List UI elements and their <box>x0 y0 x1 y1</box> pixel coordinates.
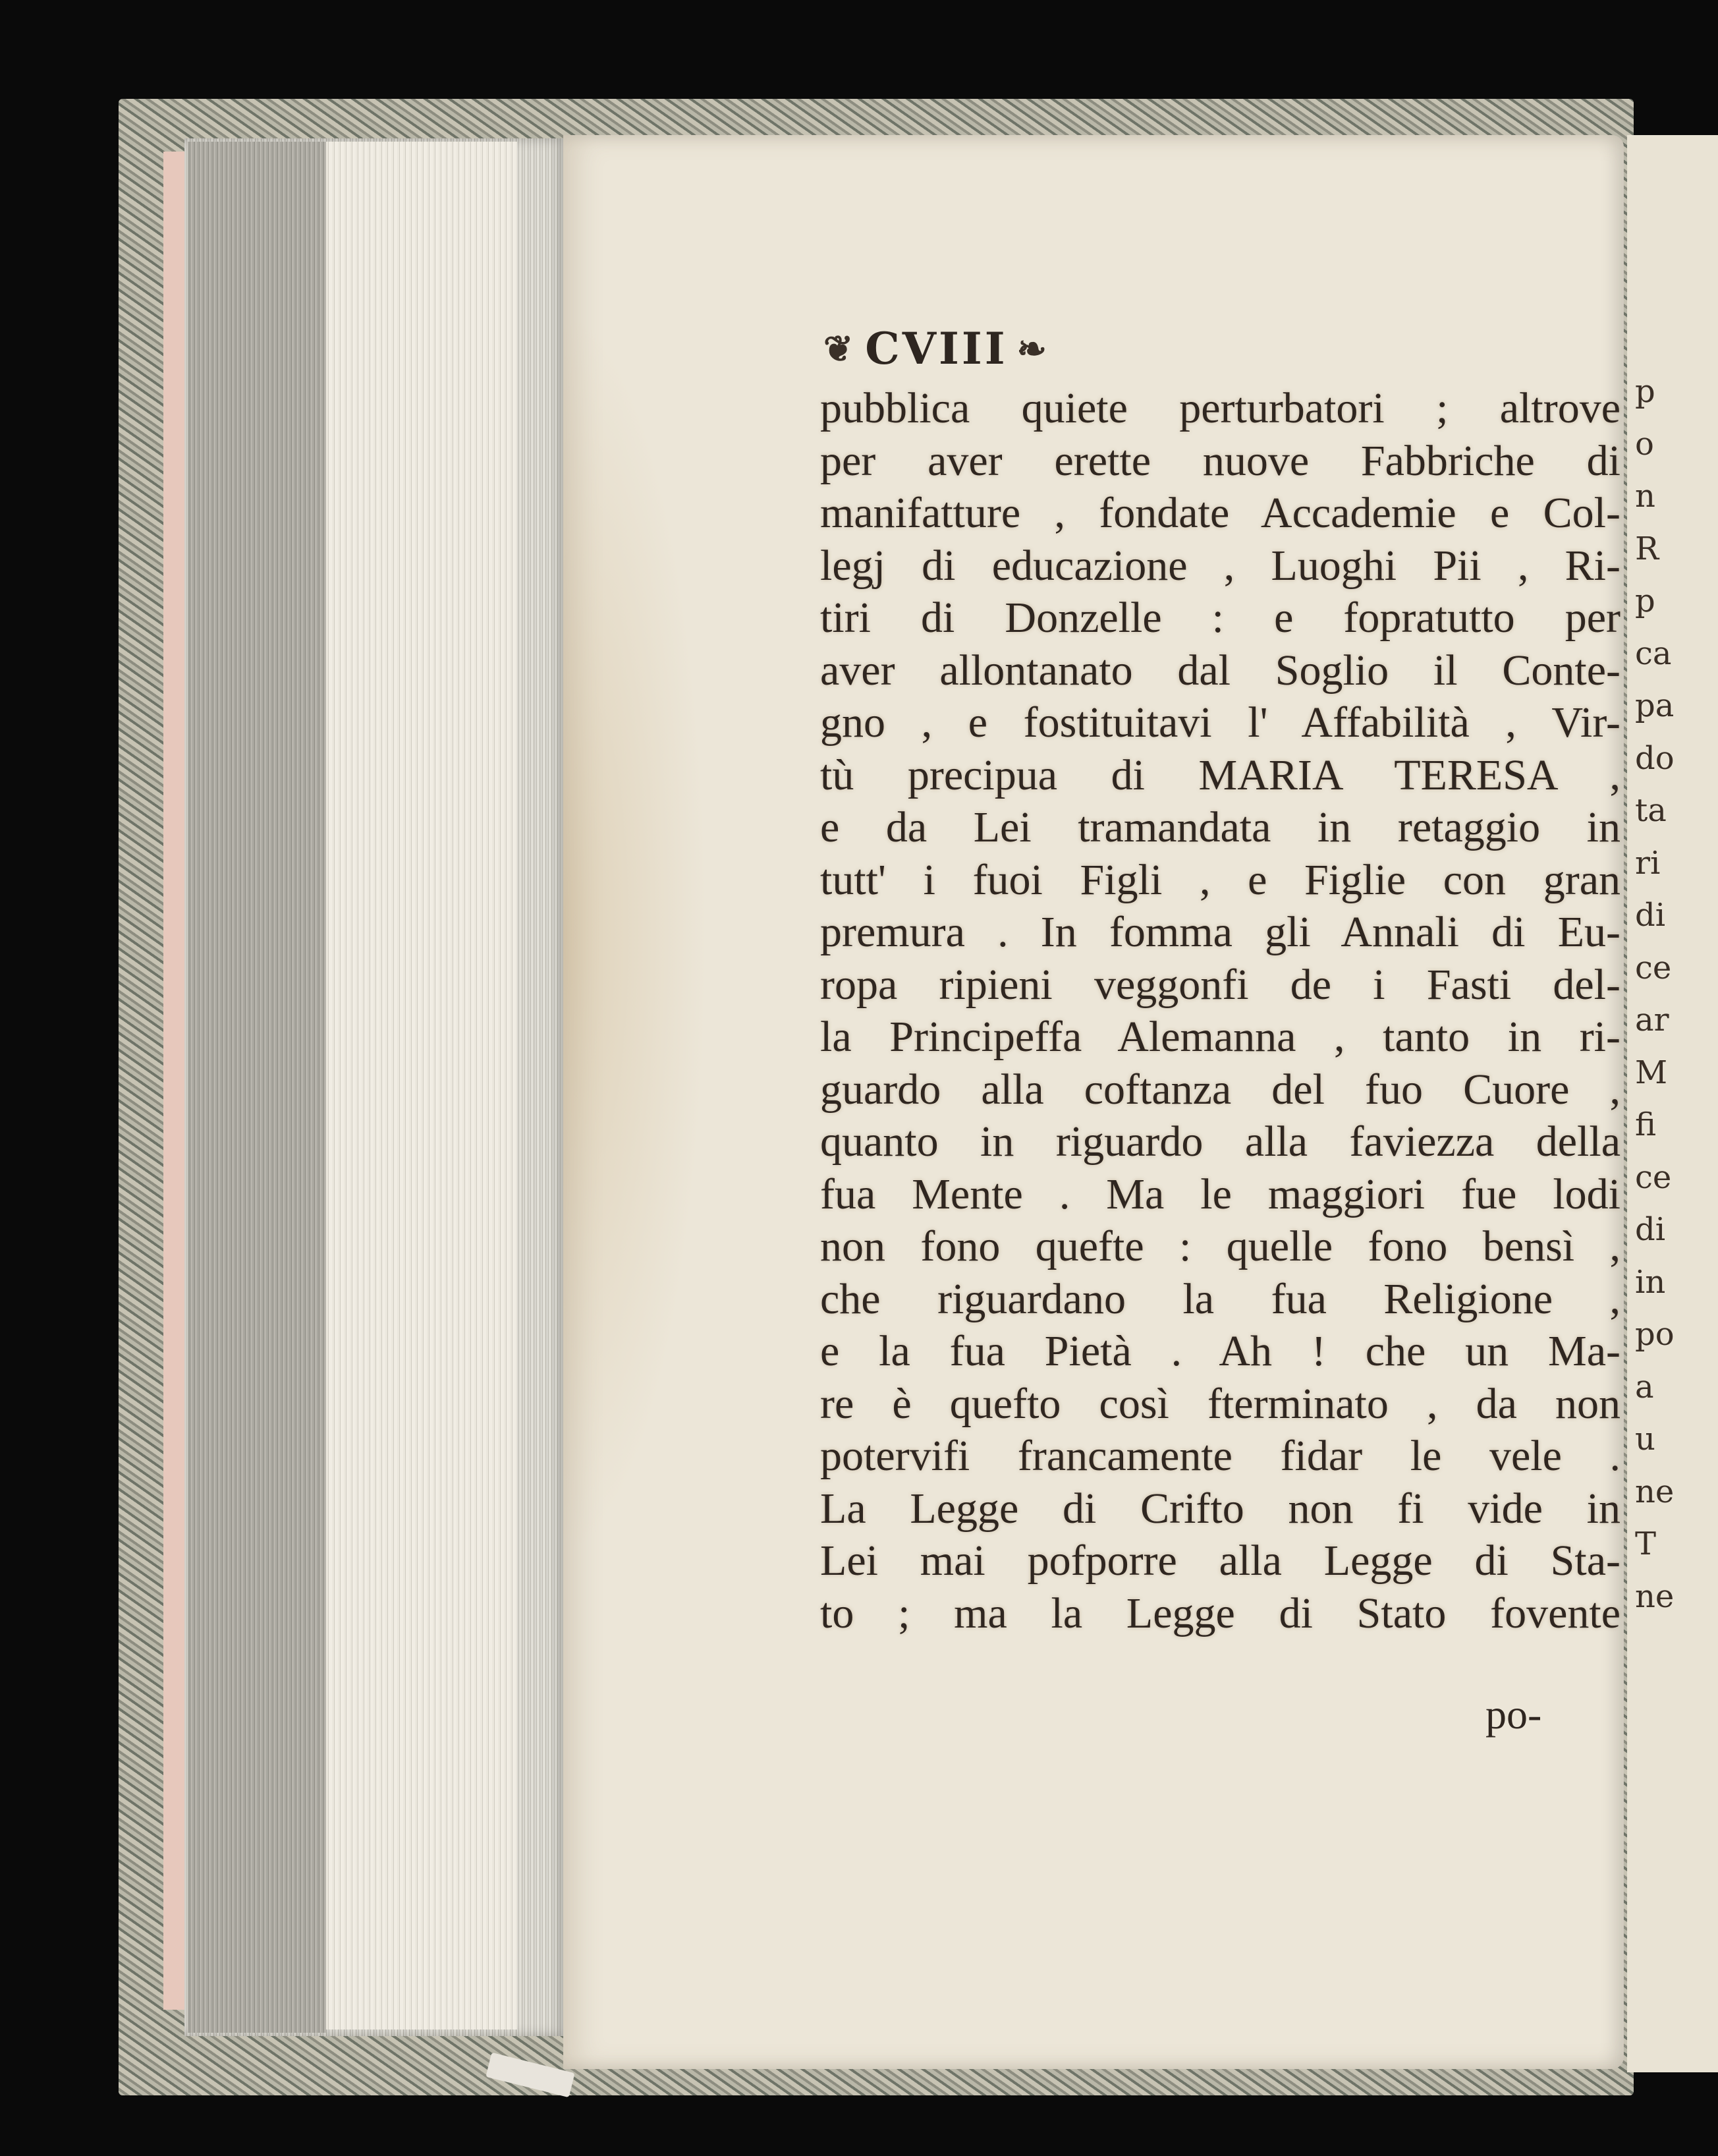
text-line: per aver erette nuove Fabbriche di <box>820 436 1621 485</box>
facing-page-fragment: a <box>1635 1368 1654 1405</box>
facing-page-fragment: di <box>1635 897 1666 934</box>
text-line: la Principeffa Alemanna , tanto in ri- <box>820 1013 1621 1061</box>
text-line: ropa ripieni veggonfi de i Fasti del- <box>820 960 1621 1009</box>
facing-page-fragment: ne <box>1635 1473 1675 1510</box>
text-line: tiri di Donzelle : e fopratutto per <box>820 594 1621 642</box>
text-line: premura . In fomma gli Annali di Eu- <box>820 908 1621 956</box>
page-number: CVIII <box>865 323 1008 374</box>
catchword: po- <box>1485 1691 1542 1738</box>
text-line: non fono quefte : quelle fono bensì , <box>820 1222 1621 1270</box>
text-line: pubblica quiete perturbatori ; altrove <box>820 384 1621 432</box>
facing-page-fragment: fi <box>1635 1106 1657 1143</box>
text-line: manifatture , fondate Accademie e Col- <box>820 489 1621 537</box>
text-line: fua Mente . Ma le maggiori fue lodi <box>820 1170 1621 1218</box>
facing-page-fragment: ce <box>1635 949 1672 986</box>
facing-page-fragment: pa <box>1635 687 1675 724</box>
facing-page-fragment: p <box>1635 582 1655 619</box>
text-line: re è quefto così fterminato , da non <box>820 1379 1621 1428</box>
facing-page-fragment: n <box>1635 478 1655 515</box>
text-line: tù precipua di MARIA TERESA , <box>820 751 1621 799</box>
text-line: Lei mai pofporre alla Legge di Sta- <box>820 1537 1621 1585</box>
text-line: to ; ma la Legge di Stato fovente <box>820 1589 1621 1637</box>
text-line: e la fua Pietà . Ah ! che un Ma- <box>820 1327 1621 1375</box>
text-line: tutt' i fuoi Figli , e Figlie con gran <box>820 855 1621 904</box>
facing-page <box>1627 135 1718 2072</box>
facing-page-fragment: u <box>1635 1421 1655 1458</box>
page-block-light-edges <box>326 142 517 2029</box>
text-line: La Legge di Crifto non fi vide in <box>820 1484 1621 1533</box>
text-line: quanto in riguardo alla faviezza della <box>820 1118 1621 1166</box>
text-line: e da Lei tramandata in retaggio in <box>820 803 1621 851</box>
text-line: legj di educazione , Luoghi Pii , Ri- <box>820 541 1621 590</box>
text-line: che riguardano la fua Religione , <box>820 1274 1621 1323</box>
ornament-right-icon: ❧ <box>1016 327 1049 370</box>
text-line: aver allontanato dal Soglio il Conte- <box>820 646 1621 695</box>
page-stain <box>563 306 708 1558</box>
facing-page-fragment: p <box>1635 373 1655 410</box>
facing-page-fragment: ar <box>1635 1002 1669 1038</box>
page-header <box>823 323 1482 374</box>
facing-page-fragment: M <box>1635 1054 1668 1091</box>
facing-page-fragment: o <box>1635 425 1654 463</box>
facing-page-fragment: ca <box>1635 635 1672 672</box>
text-line: potervifi francamente fidar le vele . <box>820 1432 1621 1480</box>
text-line: guardo alla coftanza del fuo Cuore , <box>820 1065 1621 1114</box>
facing-page-fragment: ce <box>1635 1158 1672 1196</box>
facing-page-fragment: T <box>1635 1525 1657 1562</box>
facing-page-fragment: ne <box>1635 1577 1675 1615</box>
page-block-dark-edges <box>188 142 326 2033</box>
facing-page-fragment: di <box>1635 1211 1666 1248</box>
facing-page-fragment: in <box>1635 1263 1666 1301</box>
text-line: gno , e fostituitavi l' Affabilità , Vir- <box>820 698 1621 747</box>
body-text <box>820 382 1621 1639</box>
facing-page-fragment: ta <box>1635 792 1667 829</box>
ornament-left-icon: ❦ <box>823 327 856 370</box>
facing-page-fragment: do <box>1635 739 1675 777</box>
facing-page-fragment: R <box>1635 530 1659 567</box>
facing-page-fragment: ri <box>1635 844 1661 882</box>
facing-page-fragment: po <box>1635 1316 1675 1353</box>
